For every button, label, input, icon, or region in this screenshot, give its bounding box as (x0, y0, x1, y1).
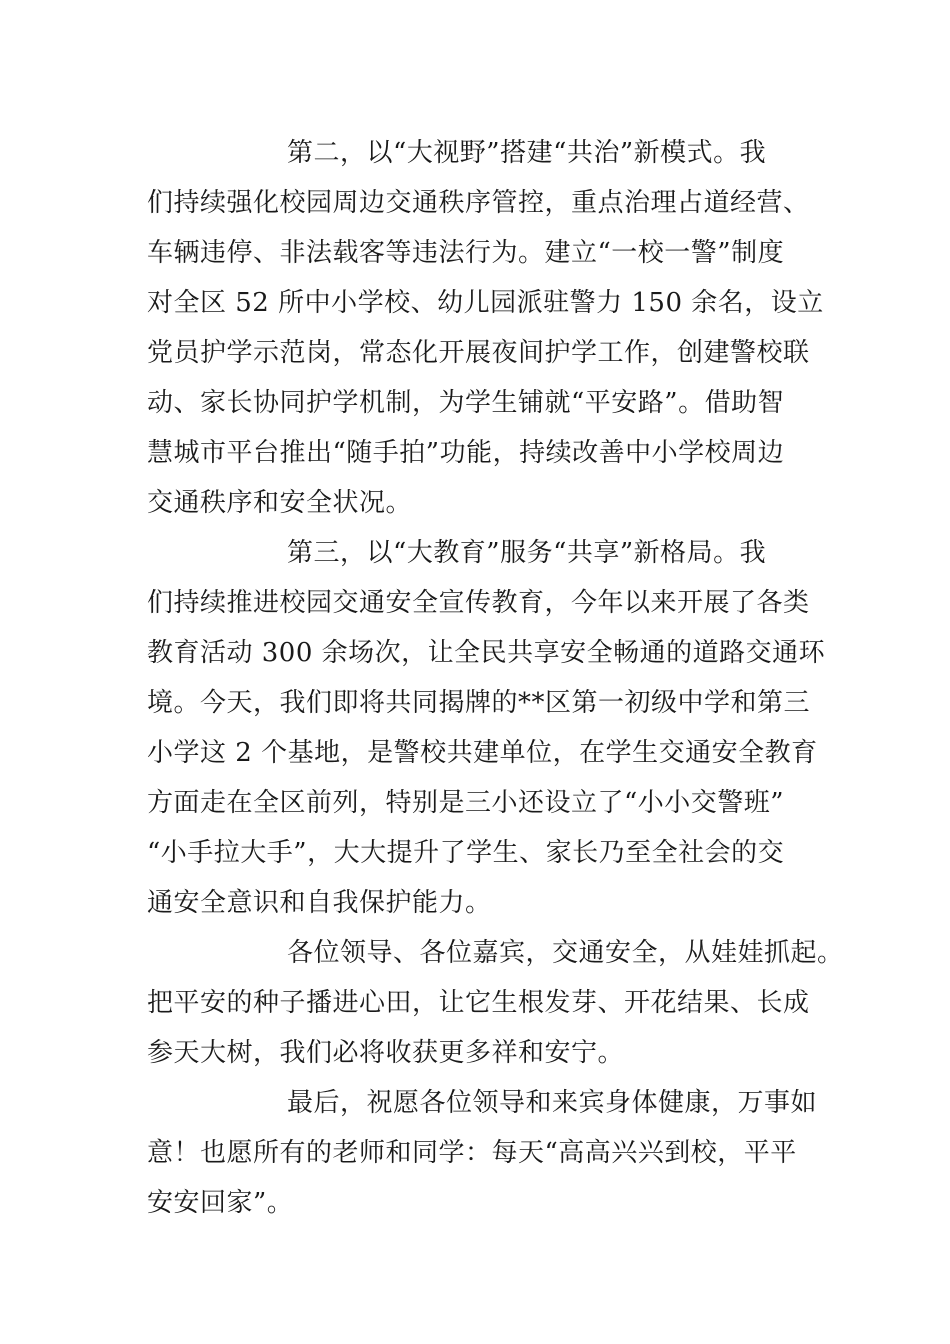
paragraph-line: 最后，祝愿各位领导和来宾身体健康，万事如 (287, 1088, 818, 1118)
paragraph-line: 交通秩序和安全状况。 (147, 488, 413, 518)
paragraph-line: 对全区 52 所中小学校、幼儿园派驻警力 150 余名，设立 (147, 288, 824, 318)
paragraph-line: 方面走在全区前列，特别是三小还设立了“小小交警班” (147, 788, 785, 818)
paragraph-line: 们持续强化校园周边交通秩序管控，重点治理占道经营、 (147, 188, 810, 218)
paragraph-line: 参天大树，我们必将收获更多祥和安宁。 (147, 1038, 625, 1068)
paragraph-line: 通安全意识和自我保护能力。 (147, 888, 492, 918)
paragraph-line: 境。今天，我们即将共同揭牌的**区第一初级中学和第三 (147, 688, 811, 718)
paragraph-line: 第三，以“大教育”服务“共享”新格局。我 (287, 538, 767, 568)
paragraph-line: 慧城市平台推出“随手拍”功能，持续改善中小学校周边 (147, 438, 785, 468)
paragraph-line: “小手拉大手”，大大提升了学生、家长乃至全社会的交 (147, 838, 785, 868)
paragraph-line: 意！也愿所有的老师和同学：每天“高高兴兴到校，平平 (147, 1138, 797, 1168)
paragraph-line: 们持续推进校园交通安全宣传教育，今年以来开展了各类 (147, 588, 810, 618)
paragraph-line: 教育活动 300 余场次，让全民共享安全畅通的道路交通环 (147, 638, 826, 668)
paragraph-line: 车辆违停、非法载客等违法行为。建立“一校一警”制度 (147, 238, 785, 268)
paragraph-line: 把平安的种子播进心田，让它生根发芽、开花结果、长成 (147, 988, 810, 1018)
paragraph-line: 第二，以“大视野”搭建“共治”新模式。我 (287, 138, 767, 168)
paragraph-line: 安安回家”。 (147, 1188, 294, 1218)
paragraph-line: 党员护学示范岗，常态化开展夜间护学工作，创建警校联 (147, 338, 810, 368)
paragraph-line: 各位领导、各位嘉宾，交通安全，从娃娃抓起。 (287, 938, 844, 968)
paragraph-line: 动、家长协同护学机制，为学生铺就“平安路”。借助智 (147, 388, 785, 418)
paragraph-line: 小学这 2 个基地，是警校共建单位，在学生交通安全教育 (147, 738, 818, 768)
